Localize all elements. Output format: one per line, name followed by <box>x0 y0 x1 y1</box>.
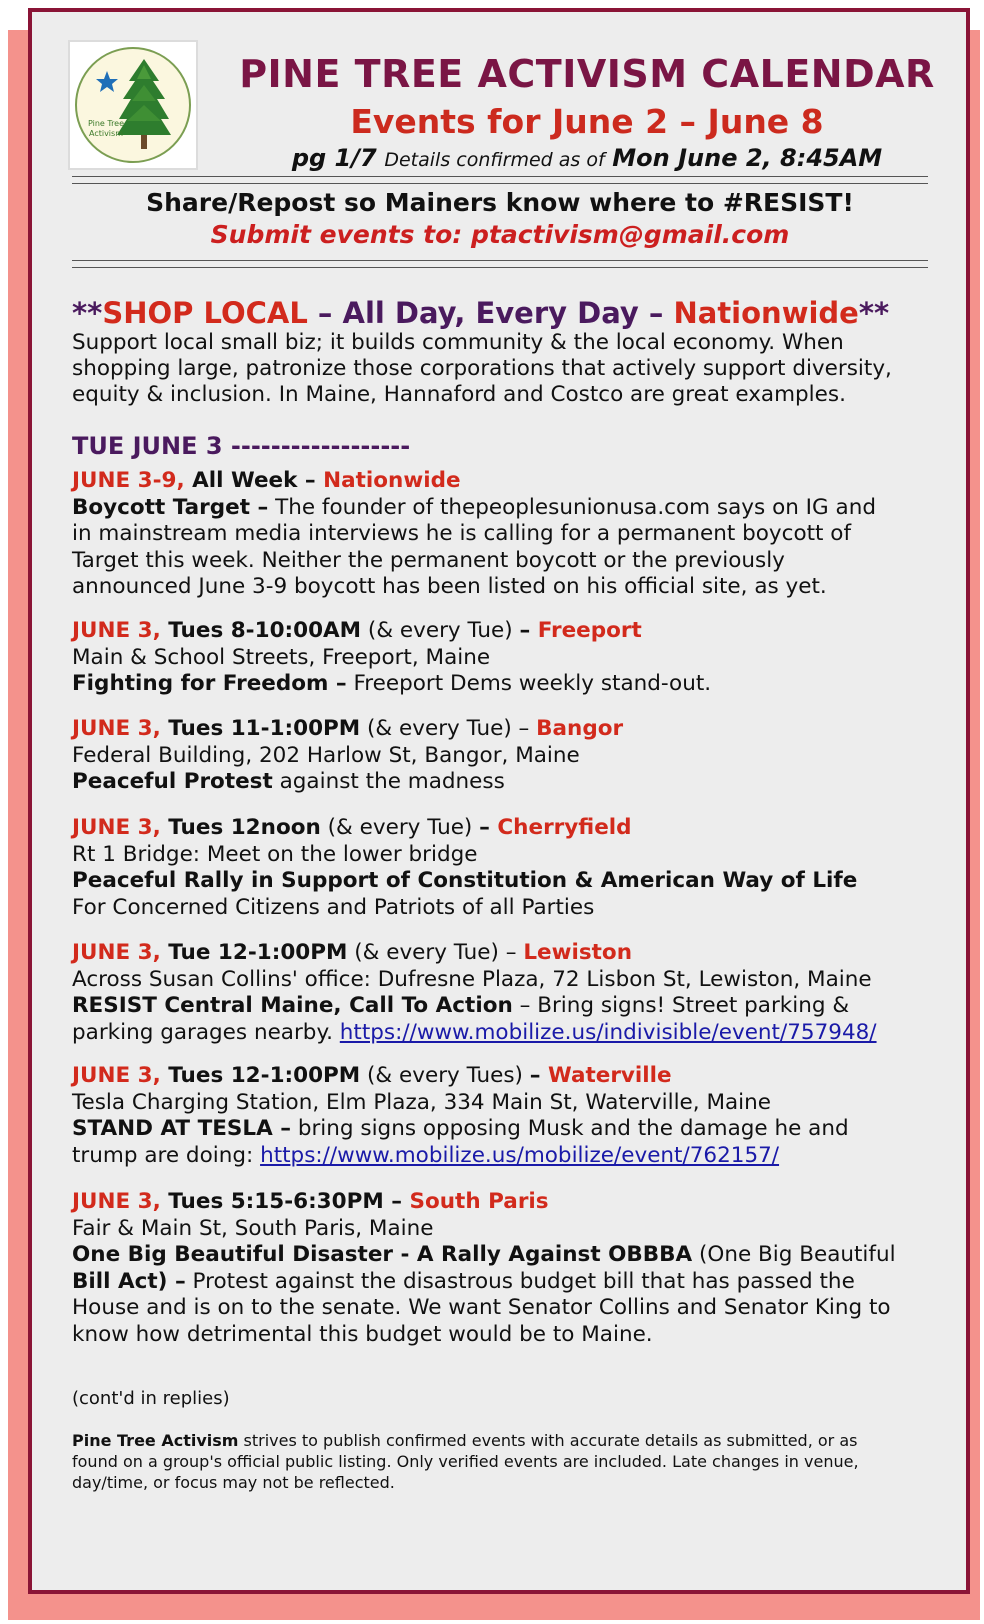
lewiston-event-link[interactable]: https://www.mobilize.us/indivisible/event/757948/ <box>339 1019 877 1045</box>
shop-local-text: Support local small biz; it builds community & the local economy. When shopping large, patronize those corporations that actively support diversity, equity & inclusion. In Maine, Hannaford and Costco are great examples. <box>72 330 892 407</box>
confirmed-label: Details confirmed as of <box>384 149 605 171</box>
event-bangor: JUNE 3, Tues 11-1:00PM (& every Tue) – Bangor Federal Building, 202 Harlow St, Bangor, Maine Peaceful Protest against the madness <box>72 716 624 794</box>
confirmed-date: Mon June 2, 8:45AM <box>612 144 883 172</box>
submit-line: Submit events to: ptactivism@gmail.com <box>210 220 790 249</box>
pine-tree-icon <box>77 49 189 161</box>
event-lewiston: JUNE 3, Tue 12-1:00PM (& every Tue) – Lewiston Across Susan Collins' office: Dufresne Plaza, 72 Lisbon St, Lewiston, Maine RESIST Central Maine, Call To Action – Bring signs! Street parking & parking garages nearby. https://www.mobilize.us/indivisible/event/757948/ <box>72 940 877 1045</box>
waterville-event-link[interactable]: https://www.mobilize.us/mobilize/event/762157/ <box>260 1142 780 1168</box>
pine-tree-logo <box>68 40 198 170</box>
event-south-paris: JUNE 3, Tues 5:15-6:30PM – South Paris Fair & Main St, South Paris, Maine One Big Beautiful Disaster - A Rally Against OBBBA (One Big Beautiful Bill Act) – Protest against the disastrous budget bill that has passed the House and is on to the senate. We want Senator Collins and Senator King to know how detrimental this budget would be to Maine. <box>72 1189 896 1347</box>
page-info <box>212 144 962 172</box>
divider <box>72 260 928 268</box>
calendar-card <box>28 8 970 1594</box>
continued-note: (cont'd in replies) <box>72 1388 230 1409</box>
footer-disclaimer: Pine Tree Activism strives to publish confirmed events with accurate details as submitted, or as found on a group's official public listing. Only verified events are included. Late changes in venue, day/time, or focus may not be reflected. <box>72 1431 859 1492</box>
page-number: pg 1/7 <box>291 144 377 172</box>
share-line: Share/Repost so Mainers know where to #RESIST! <box>146 188 854 217</box>
event-cherryfield: JUNE 3, Tues 12noon (& every Tue) – Cherryfield Rt 1 Bridge: Meet on the lower bridge Peaceful Rally in Support of Constitution & American Way of Life For Concerned Citizens and Patriots of all Parties <box>72 815 858 920</box>
day-heading: TUE JUNE 3 ------------------ <box>72 432 411 460</box>
event-waterville: JUNE 3, Tues 12-1:00PM (& every Tues) – Waterville Tesla Charging Station, Elm Plaza, 334 Main St, Waterville, Maine STAND AT TESLA – bring signs opposing Musk and the damage he and trump are doing: https://www.mobilize.us/mobilize/event/762157/ <box>72 1063 849 1168</box>
event-freeport: JUNE 3, Tues 8-10:00AM (& every Tue) – Freeport Main & School Streets, Freeport, Maine Fighting for Freedom – Freeport Dems weekly stand-out. <box>72 618 712 696</box>
divider <box>72 176 928 184</box>
logo-text: Pine Tree Activism <box>87 119 125 138</box>
page-subtitle: Events for June 2 – June 8 <box>350 102 824 141</box>
event-boycott-target: JUNE 3-9, All Week – Nationwide Boycott Target – The founder of thepeoplesunionusa.com says on IG and in mainstream media interviews he is calling for a permanent boycott of Target this week. Neither the permanent boycott or the previously announced June 3-9 boycott has been listed on his official site, as yet. <box>72 468 876 599</box>
shop-local-heading: **SHOP LOCAL – All Day, Every Day – Nationwide** <box>72 296 890 330</box>
page-title: PINE TREE ACTIVISM CALENDAR <box>239 52 935 96</box>
